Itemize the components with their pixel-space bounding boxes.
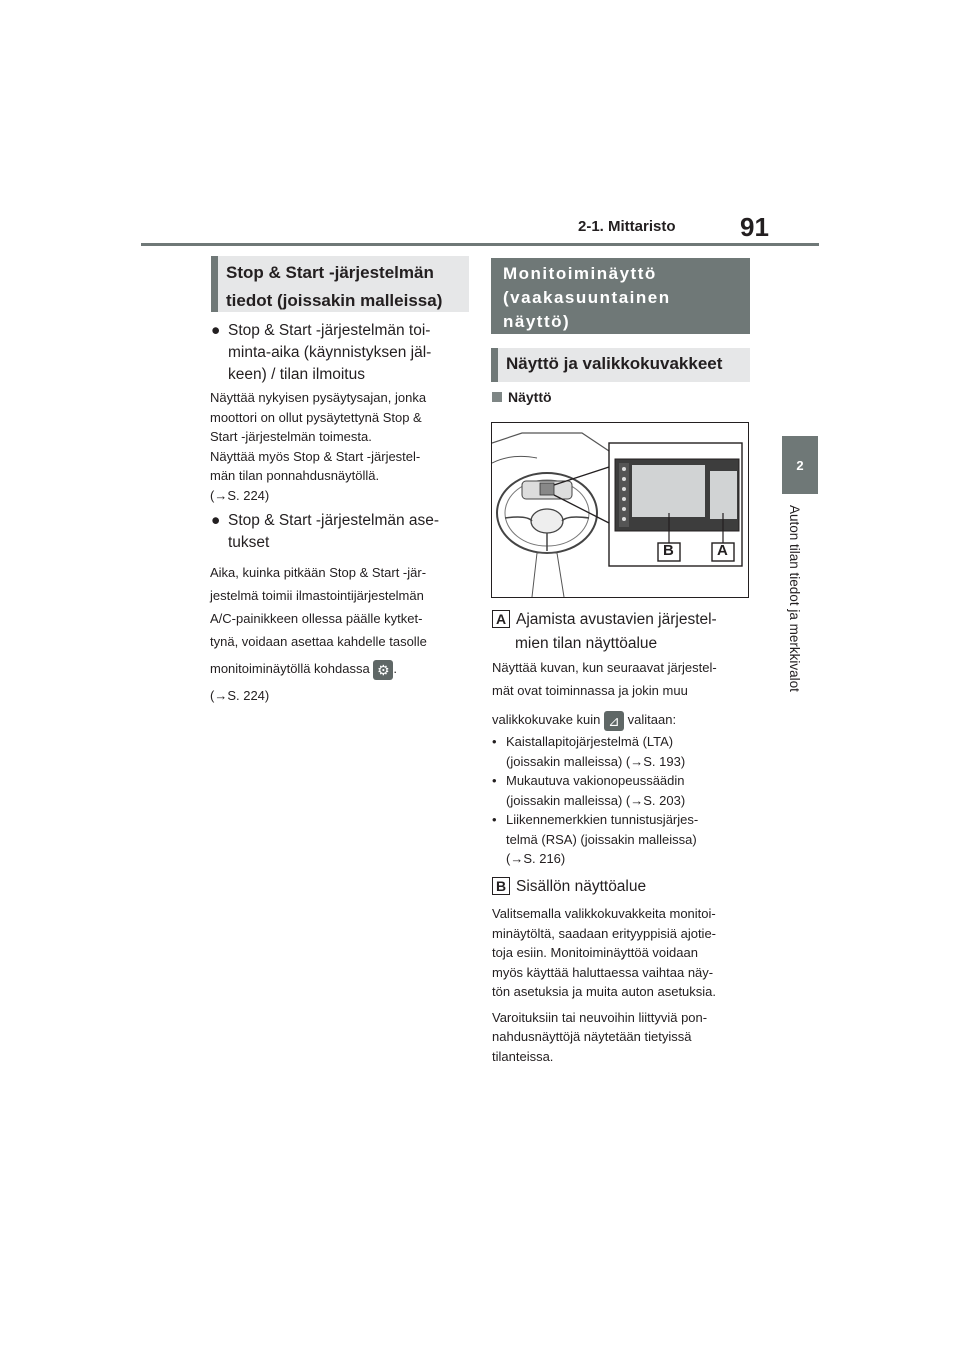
label-b-badge: B <box>492 877 510 895</box>
item-a-description: Näyttää kuvan, kun seuraavat järjestel- mät ovat toiminnassa ja jokin muu valikkokuvake kuin ⊿ valitaan: <box>492 660 717 729</box>
item-a-list <box>492 732 754 869</box>
list-item: • Mukautuva vakionopeussäädin (joissakin malleissa) (→S. 203) <box>492 773 686 808</box>
item-b-heading: B Sisällön näyttöalue <box>492 876 752 898</box>
stop-time-description: Näyttää nykyisen pysäytysajan, jonka moottori on ollut pysäytettynä Stop & Start -järjestelmän toimesta. Näyttää myös Stop & Start -järjestel- män tilan ponnahdusnäytöllä. (→S. 224) <box>210 390 427 503</box>
item-b-description: Valitsemalla valikkokuvakkeita monitoi- minäytöltä, saadaan erityyppisiä ajotie- toja esiin. Monitoiminäyttöä voidaan myös käyttää haluttaessa vaihtaa näy- tön asetuksia ja muita auton asetuksia. Varoituksiin tai neuvoihin liittyviä pon- nahdusnäyttöjä näytetään tietyissä tilanteissa. <box>492 906 717 1064</box>
item-a-heading: A Ajamista avustavien järjestel- mien tilan näyttöalue <box>492 608 752 656</box>
list-item: • Liikennemerkkien tunnistusjärjes- telmä (RSA) (joissakin malleissa) (→S. 216) <box>492 812 699 866</box>
bullet-dot-icon: ● <box>211 322 221 339</box>
bullet-dot-icon: ● <box>211 512 221 529</box>
page-number: 91 <box>740 212 769 242</box>
car-assist-icon: ⊿ <box>604 711 624 731</box>
bullet-settings: ● Stop & Start -järjestelmän ase- tukset <box>211 512 440 551</box>
figure-label-b: B <box>663 542 674 559</box>
chapter-tab <box>782 436 818 494</box>
list-item: • Kaistallapitojärjestelmä (LTA) (joissakin malleissa) (→S. 193) <box>492 734 686 769</box>
settings-description: Aika, kuinka pitkään Stop & Start -jär- jestelmä toimii ilmastointijärjestelmän A/C-painikkeen ollessa päälle kytket- tynä, voidaan asettaa kahdelle tasolle monitoiminäytöllä kohdassa ⚙ . (→S. 224) <box>210 565 427 703</box>
header-rule <box>141 243 819 246</box>
chapter-side-label: Auton tilan tiedot ja merkkivalot <box>787 505 802 692</box>
square-bullet-icon <box>492 392 502 402</box>
label-a-badge: A <box>492 610 510 628</box>
section-title-multi-display: Monitoiminäyttö (vaakasuuntainen näyttö) <box>491 258 750 334</box>
figure-label-a: A <box>717 542 728 559</box>
chapter-number: 2 <box>796 457 804 473</box>
dashboard-illustration <box>492 423 748 597</box>
section-header: 2-1. Mittaristo <box>578 218 676 235</box>
section-title-stop-start: Stop & Start -järjestelmän tiedot (joissakin malleissa) <box>211 256 469 312</box>
bullet-stop-time: ● Stop & Start -järjestelmän toi- minta-aika (käynnistyksen jäl- keen) / tilan ilmoitus <box>211 322 432 383</box>
gear-icon: ⚙ <box>373 660 393 680</box>
subhead-display: Näyttö <box>492 389 552 405</box>
subsection-title-display-icons: Näyttö ja valikkokuvakkeet <box>491 348 750 382</box>
display-illustration <box>491 422 749 598</box>
